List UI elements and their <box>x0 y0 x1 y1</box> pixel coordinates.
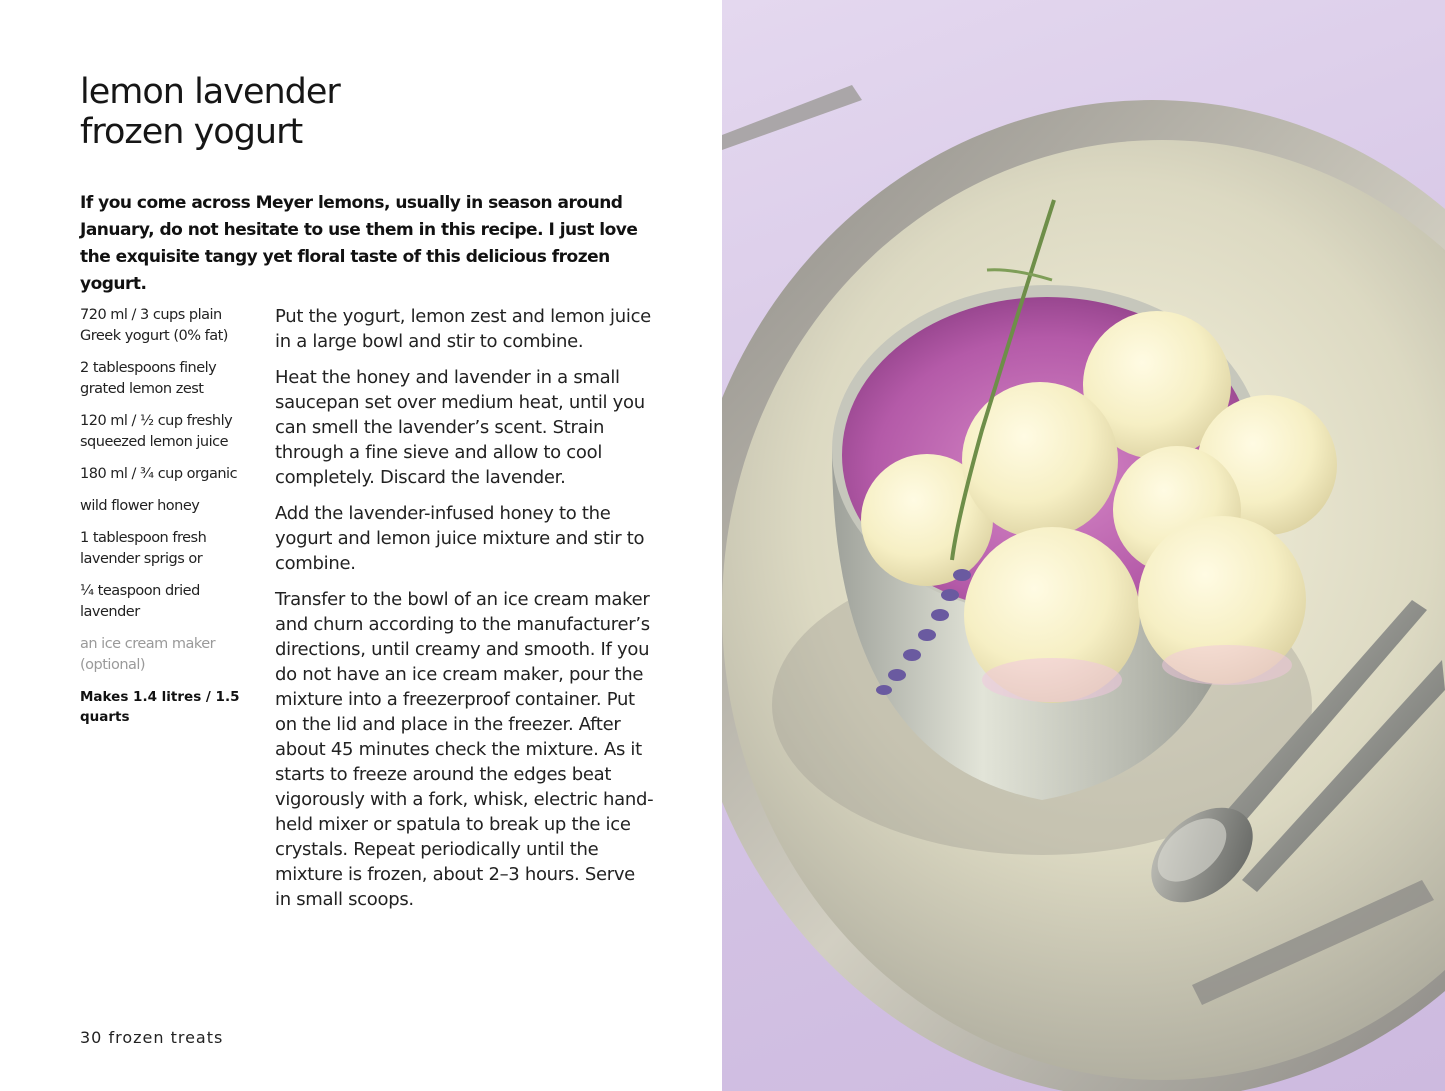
recipe-title <box>80 72 340 152</box>
ingredient-item: wild flower honey <box>80 498 200 514</box>
ingredient-item: 720 ml / 3 cups plain Greek yogurt (0% fat) <box>80 307 228 344</box>
method-step: Transfer to the bowl of an ice cream maker and churn according to the manufacturer’s directions, until creamy and smooth. If you do not have an ice cream maker, pour the mixture into a freezerproof container. Put on the lid and place in the freezer. After about 45 minutes check the mixture. As it starts to freeze around the edges beat vigorously with a fork, whisk, electric hand-held mixer or spatula to break up the ice crystals. Repeat periodically until the mixture is frozen, about 2–3 hours. Serve in small scoops. <box>275 589 654 910</box>
title-line-2: frozen yogurt <box>80 112 303 152</box>
ingredient-item: ¼ teaspoon dried lavender <box>80 583 200 620</box>
page-footer <box>80 1028 223 1047</box>
recipe-intro: If you come across Meyer lemons, usually in season around January, do not hesitate to use them in this recipe. I just love the exquisite tangy yet floral taste of this delicious frozen yogurt. <box>80 193 638 294</box>
method-step: Add the lavender-infused honey to the yogurt and lemon juice mixture and stir to combine. <box>275 503 645 574</box>
method-step: Put the yogurt, lemon zest and lemon juice in a large bowl and stir to combine. <box>275 306 651 352</box>
frozen-yogurt-illustration <box>722 0 1445 1091</box>
ingredient-item: 1 tablespoon fresh lavender sprigs or <box>80 530 207 567</box>
section-name: frozen treats <box>108 1028 224 1047</box>
ingredient-item: 180 ml / ¾ cup organic <box>80 466 238 482</box>
ingredient-item: 2 tablespoons finely grated lemon zest <box>80 360 217 397</box>
ingredient-item: 120 ml / ½ cup freshly squeezed lemon juice <box>80 413 233 450</box>
ingredient-item-optional: an ice cream maker (optional) <box>80 636 216 673</box>
title-line-1: lemon lavender <box>80 72 340 112</box>
recipe-yield: Makes 1.4 litres / 1.5 quarts <box>80 689 240 725</box>
recipe-page <box>0 0 722 1091</box>
method-steps <box>275 304 655 923</box>
page-number: 30 <box>80 1028 103 1047</box>
method-step: Heat the honey and lavender in a small saucepan set over medium heat, until you can smell the lavender’s scent. Strain through a fine sieve and allow to cool completely. Discard the lavender. <box>275 367 645 488</box>
ingredient-list <box>80 305 255 738</box>
recipe-photo <box>722 0 1445 1091</box>
